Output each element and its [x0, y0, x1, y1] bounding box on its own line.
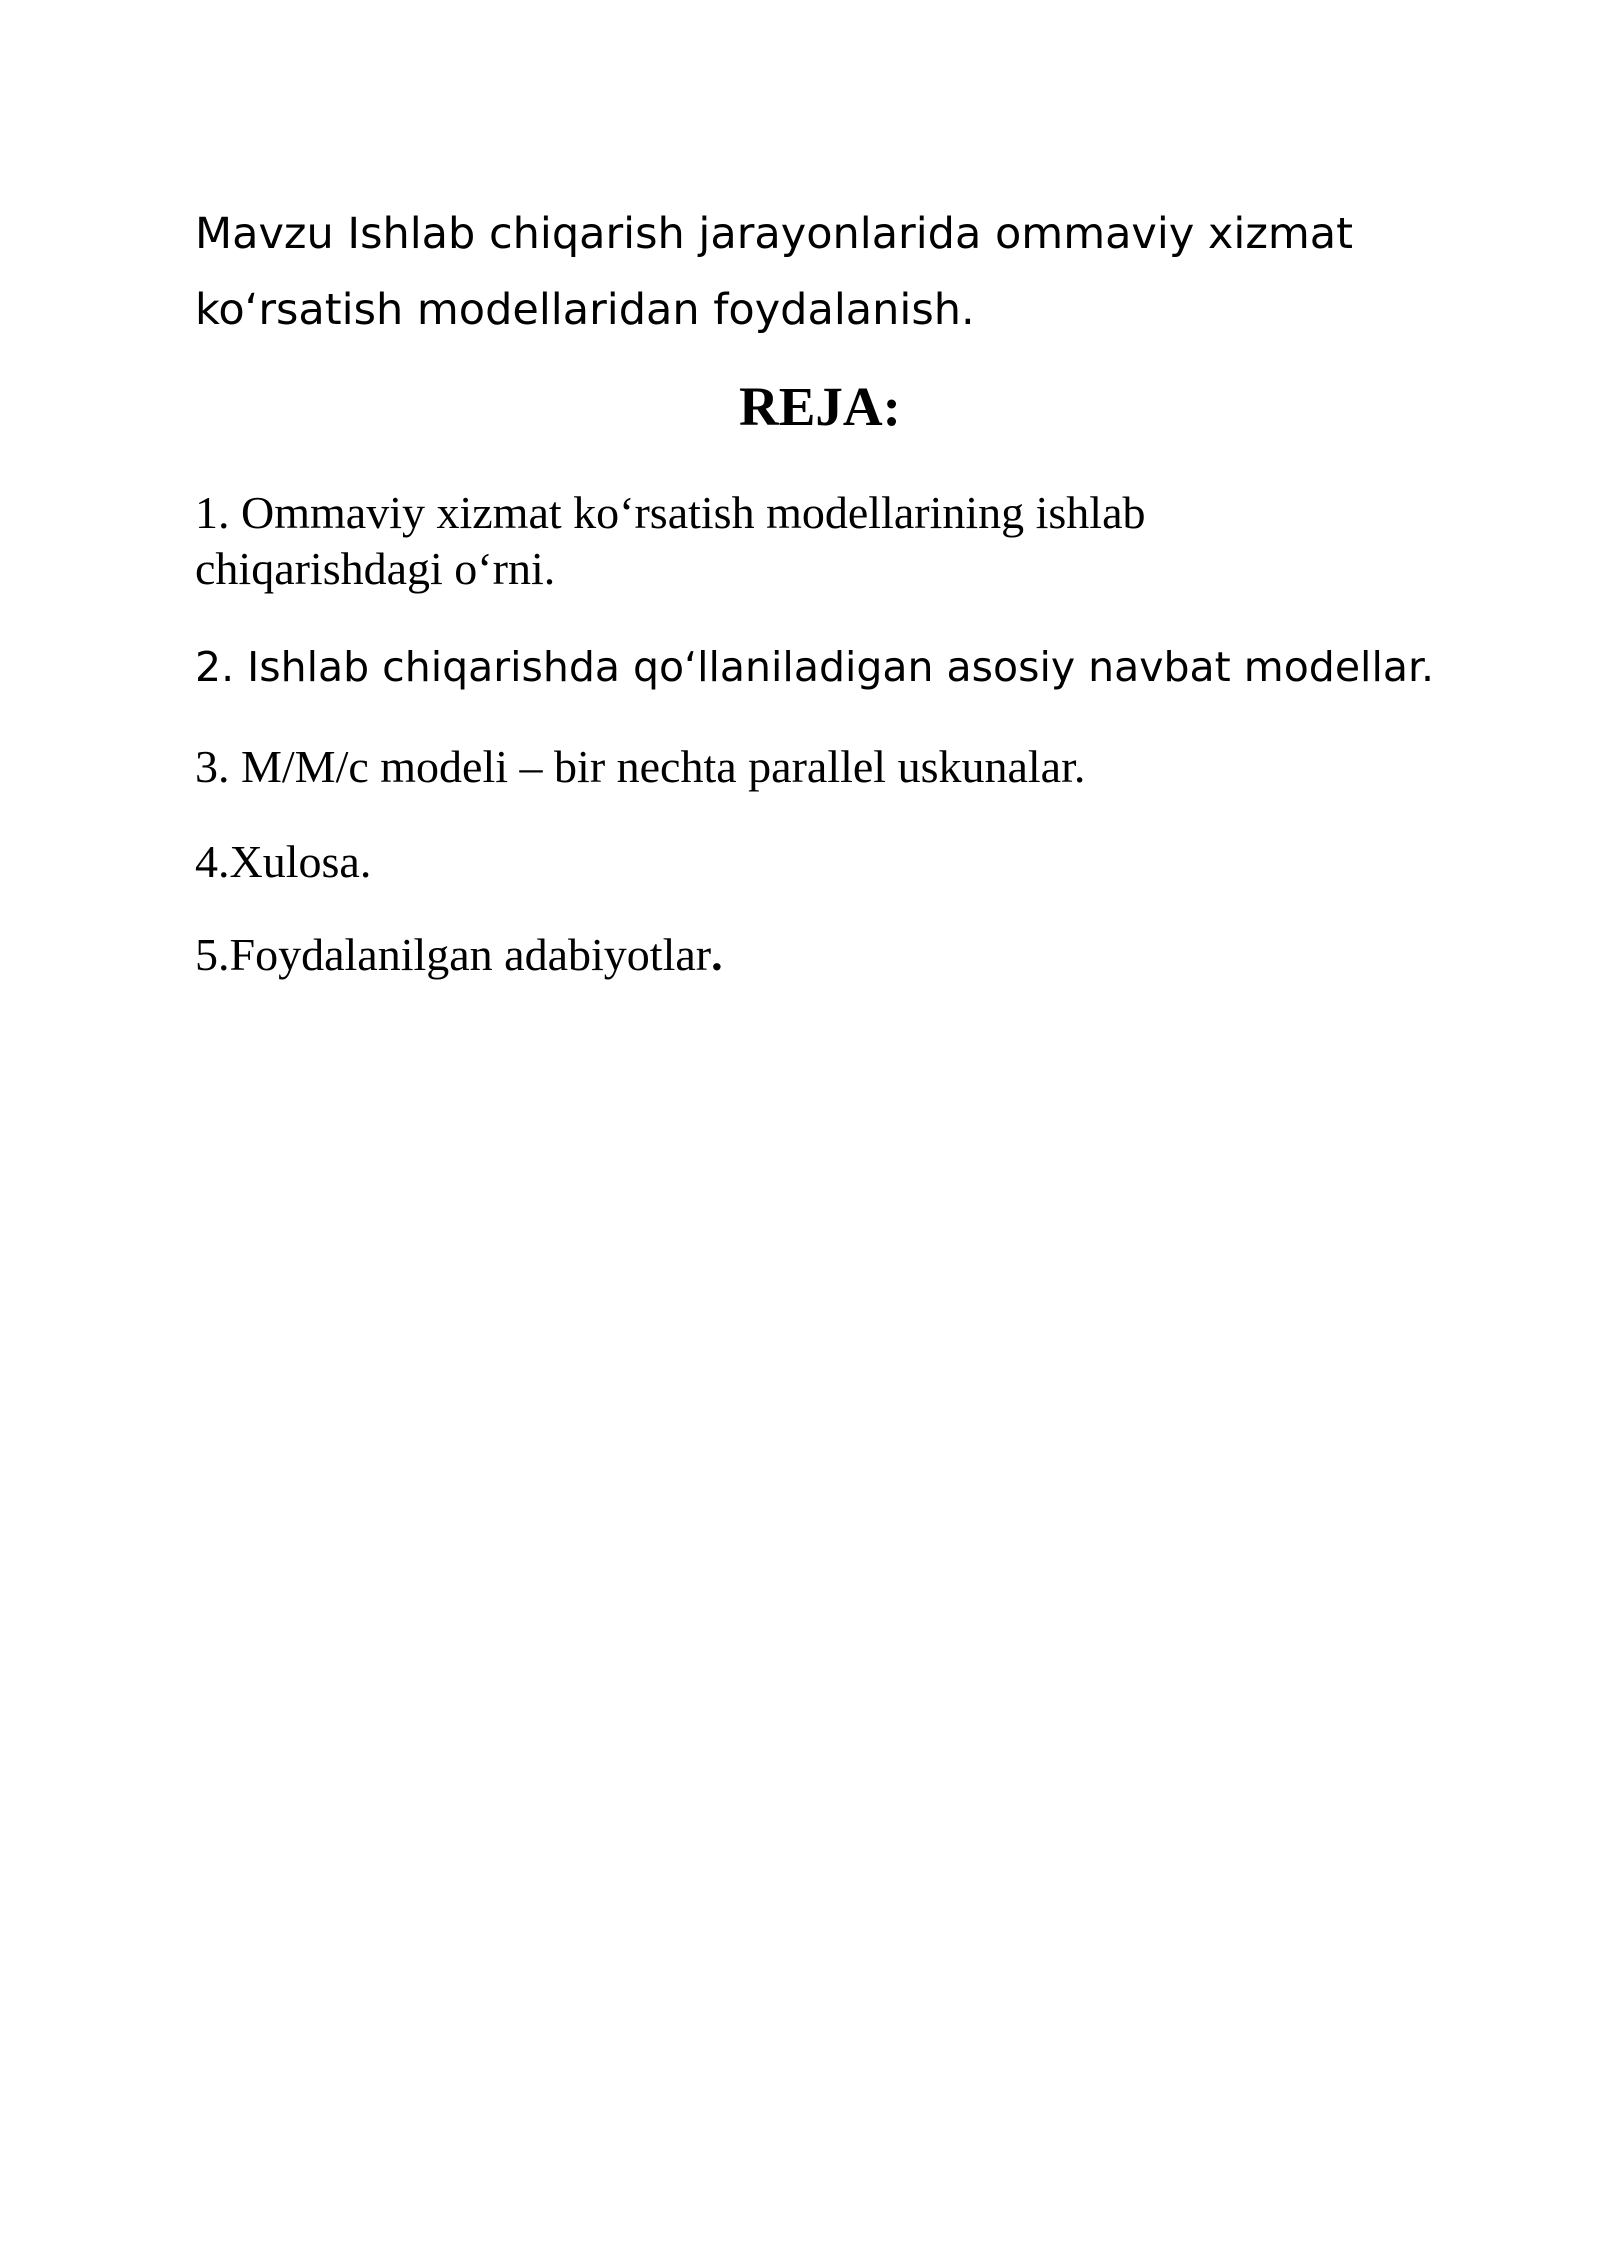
plan-item-5-text: 5.Foydalanilgan adabiyotlar — [195, 929, 712, 980]
plan-item-5 — [195, 925, 723, 985]
plan-item-5-period: . — [711, 929, 723, 980]
plan-heading: REJA: — [739, 376, 901, 437]
plan-item-4: 4.Xulosa. — [195, 836, 372, 887]
plan-item-3: 3. M/M/c modeli – bir nechta parallel uskunalar. — [195, 741, 1086, 792]
plan-item-1: 1. Ommaviy xizmat ko‘rsatish modellarining ishlab chiqarishdagi o‘rni. — [195, 487, 1146, 594]
plan-item-2: 2. Ishlab chiqarishda qoʻllaniladigan asosiy navbat modellar. — [195, 643, 1435, 691]
topic-title: Mavzu Ishlab chiqarish jarayonlarida ommaviy xizmat ko‘rsatish modellaridan foydalanish. — [195, 209, 1353, 335]
